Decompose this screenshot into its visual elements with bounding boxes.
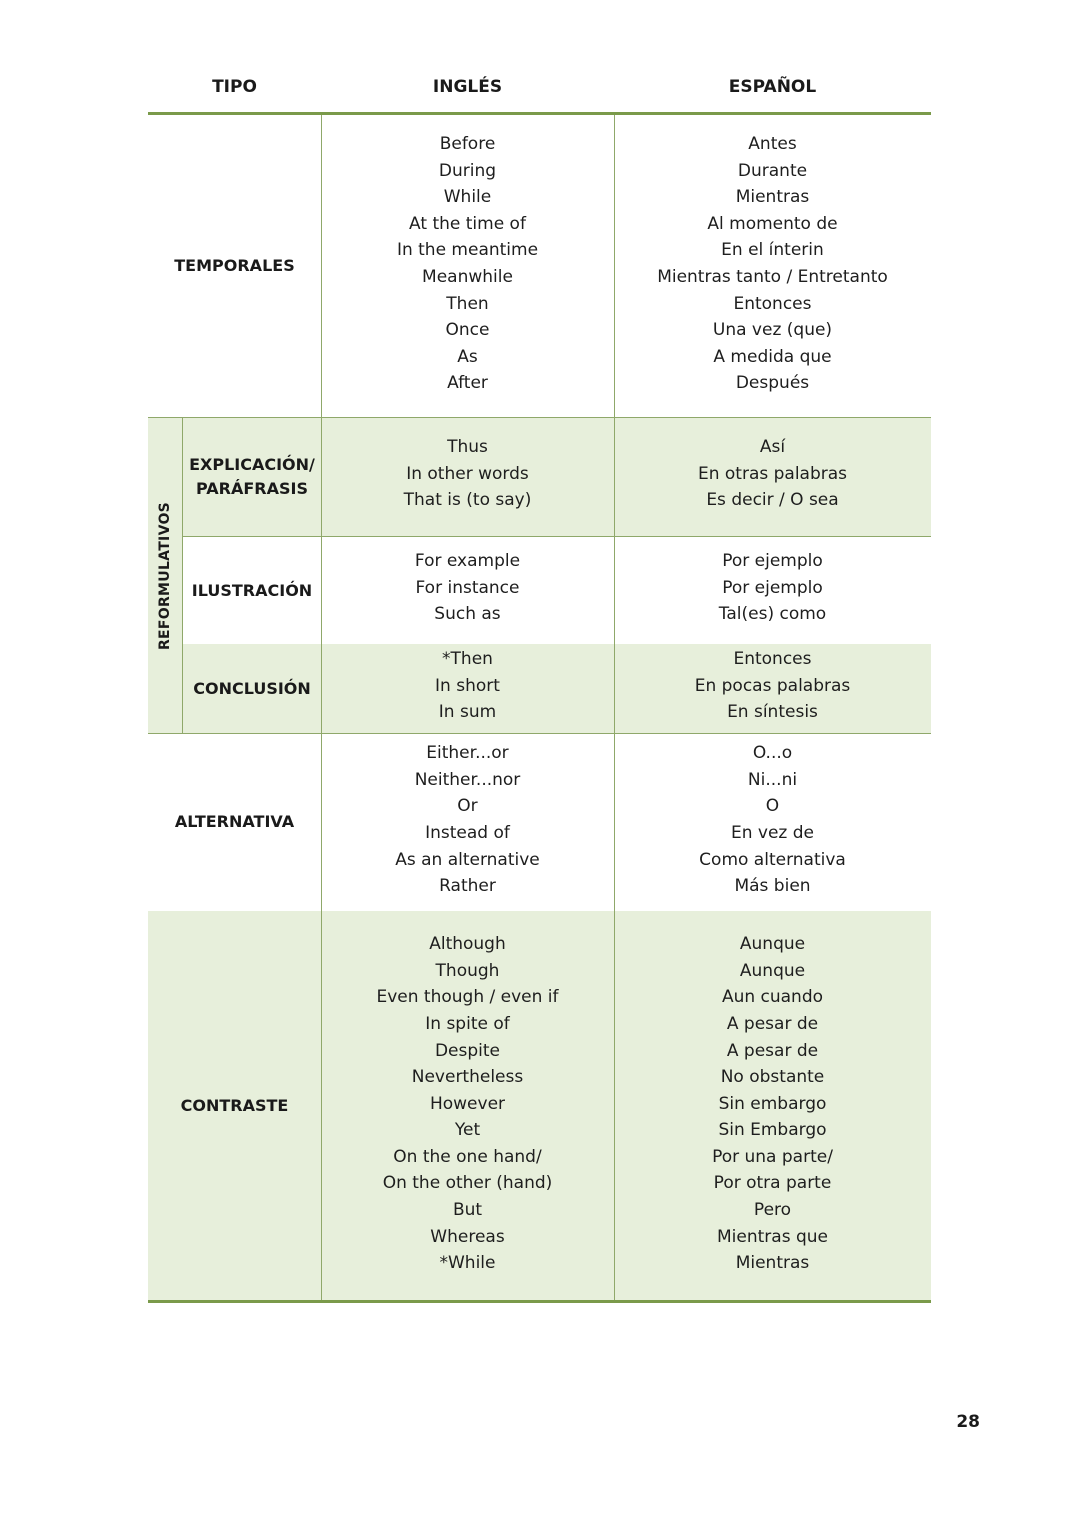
list-item: Mientras — [735, 187, 810, 208]
temporales-label-cell — [148, 115, 321, 417]
reformulativos-label: REFORMULATIVOS — [157, 501, 173, 650]
list-item: In the meantime — [396, 240, 539, 261]
list-item: Sin Embargo — [718, 1120, 827, 1141]
list-item: Then — [446, 293, 489, 314]
list-item: Antes — [748, 134, 797, 155]
list-item: Whereas — [430, 1226, 505, 1247]
list-item: Por una parte/ — [712, 1146, 833, 1167]
list-item: Al momento de — [707, 213, 838, 234]
contraste-en-list — [376, 931, 558, 1277]
contraste-label-cell — [148, 911, 321, 1300]
explicacion-es-list — [698, 434, 847, 514]
list-item: That is (to say) — [403, 490, 532, 511]
ilustracion-label: ILUSTRACIÓN — [191, 580, 313, 600]
temporales-es-list — [657, 131, 888, 397]
list-item: Once — [445, 320, 490, 341]
list-item: Sin embargo — [718, 1093, 827, 1114]
list-item: En vez de — [730, 823, 815, 843]
list-item: As — [457, 346, 478, 367]
explicacion-es-cell — [614, 434, 931, 514]
bottom-rule — [148, 1300, 931, 1303]
list-item: Aun cuando — [721, 987, 824, 1008]
ilustracion-en-cell — [321, 548, 614, 628]
list-item: Mientras tanto / Entretanto — [657, 267, 888, 287]
conclusion-es-list — [695, 646, 851, 726]
header-ingles: INGLÉS — [432, 77, 503, 97]
alternativa-en-cell — [321, 740, 614, 900]
list-item: Instead of — [425, 823, 510, 843]
header-tipo: TIPO — [212, 77, 257, 97]
list-item: Por ejemplo — [722, 551, 823, 572]
ilustracion-label-cell — [183, 537, 321, 644]
explicacion-en-list — [404, 434, 532, 514]
explicacion-label-line1: EXPLICACIÓN/ — [189, 455, 315, 474]
alternativa-es-cell — [614, 740, 931, 900]
list-item: Durante — [737, 160, 808, 181]
list-item: Ni...ni — [747, 769, 798, 790]
contraste-es-list — [712, 931, 833, 1277]
list-item: After — [447, 373, 488, 394]
list-item: Or — [457, 796, 478, 817]
conclusion-label-cell — [183, 644, 321, 733]
list-item: Thus — [447, 437, 488, 458]
list-item: A medida que — [713, 346, 832, 367]
ilustracion-en-list — [415, 548, 520, 628]
ilustracion-es-cell — [614, 548, 931, 628]
list-item: Either...or — [426, 743, 509, 764]
list-item: On the one hand/ — [393, 1146, 542, 1167]
list-item: *While — [439, 1253, 496, 1274]
contraste-en-cell — [321, 931, 614, 1277]
list-item: En otras palabras — [697, 463, 848, 484]
list-item: As an alternative — [395, 849, 540, 870]
list-item: Before — [439, 134, 496, 155]
list-item: In other words — [406, 463, 529, 484]
list-item: Entonces — [733, 293, 812, 314]
list-item: Por ejemplo — [722, 577, 823, 598]
list-item: Mientras que — [717, 1226, 828, 1247]
list-item: For instance — [415, 577, 520, 598]
list-item: Such as — [434, 604, 501, 625]
list-item: O...o — [752, 743, 793, 764]
page-number: 28 — [956, 1412, 980, 1432]
list-item: Una vez (que) — [712, 320, 833, 341]
list-item: In sum — [438, 702, 497, 723]
list-item: Pero — [753, 1200, 792, 1221]
list-item: At the time of — [409, 213, 526, 234]
list-item: En el ínterin — [721, 240, 824, 261]
list-item: Aunque — [739, 960, 806, 981]
list-item: Por otra parte — [713, 1173, 832, 1194]
temporales-label: TEMPORALES — [174, 256, 295, 275]
list-item: En síntesis — [727, 702, 818, 723]
temporales-es-cell — [614, 131, 931, 397]
list-item: But — [452, 1200, 483, 1221]
alternativa-es-list — [699, 740, 846, 900]
reformulativos-label-cell — [148, 418, 182, 733]
list-item: Después — [735, 373, 810, 394]
list-item: En pocas palabras — [694, 675, 851, 696]
alternativa-en-list — [395, 740, 540, 900]
list-item: Neither...nor — [414, 769, 521, 790]
list-item: While — [443, 187, 492, 208]
list-item: Yet — [454, 1120, 481, 1141]
list-item: Despite — [434, 1040, 501, 1061]
list-item: Como alternativa — [699, 849, 846, 870]
list-item: In spite of — [425, 1013, 510, 1034]
list-item: Rather — [439, 876, 496, 897]
list-item: For example — [414, 551, 521, 572]
explicacion-label — [189, 453, 315, 501]
list-item: In short — [435, 675, 500, 696]
list-item: During — [438, 160, 497, 181]
list-item: On the other (hand) — [382, 1173, 553, 1194]
list-item: Entonces — [733, 649, 812, 670]
list-item: No obstante — [720, 1067, 825, 1088]
conclusion-es-cell — [614, 646, 931, 726]
list-item: Así — [759, 437, 786, 458]
explicacion-en-cell — [321, 434, 614, 514]
list-item: However — [429, 1093, 506, 1114]
list-item: *Then — [442, 649, 493, 670]
list-item: Mientras — [735, 1253, 810, 1274]
conclusion-en-list — [435, 646, 500, 726]
conclusion-en-cell — [321, 646, 614, 726]
contraste-label: CONTRASTE — [180, 1095, 289, 1115]
list-item: Though — [435, 960, 500, 981]
list-item: Aunque — [739, 934, 806, 955]
list-item: Más bien — [734, 876, 811, 897]
explicacion-label-cell — [183, 418, 321, 536]
conclusion-label: CONCLUSIÓN — [193, 678, 311, 698]
list-item: Es decir / O sea — [706, 490, 839, 511]
temporales-en-list — [397, 131, 538, 397]
list-item: A pesar de — [726, 1040, 819, 1061]
list-item: O — [765, 796, 780, 817]
header-espanol: ESPAÑOL — [728, 77, 817, 97]
list-item: Tal(es) como — [718, 604, 827, 625]
list-item: Nevertheless — [411, 1067, 524, 1088]
temporales-en-cell — [321, 131, 614, 397]
list-item: Although — [429, 934, 506, 955]
list-item: Meanwhile — [422, 267, 513, 287]
ilustracion-es-list — [719, 548, 826, 628]
alternativa-label-cell — [148, 734, 321, 910]
list-item: Even though / even if — [376, 987, 559, 1008]
explicacion-label-line2: PARÁFRASIS — [196, 479, 308, 498]
contraste-es-cell — [614, 931, 931, 1277]
list-item: A pesar de — [726, 1013, 819, 1034]
alternativa-label: ALTERNATIVA — [174, 812, 295, 831]
